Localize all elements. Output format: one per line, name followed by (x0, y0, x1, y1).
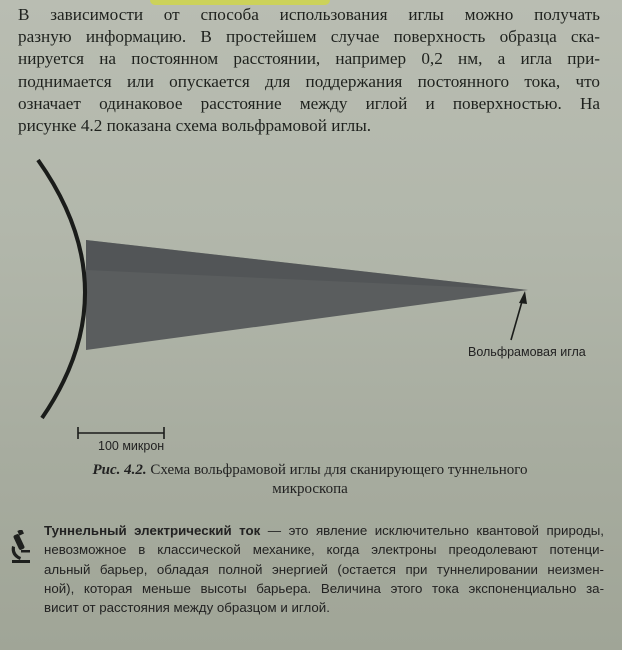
needle-base-curve (38, 160, 85, 418)
paragraph-line: разную информацию. В простейшем случае поверхность образца ска- (18, 27, 600, 47)
definition-line-rest: — это явление исключительно квантовой природы, (260, 523, 604, 538)
definition-term: Туннельный электрический ток (44, 523, 261, 538)
caption-text: Схема вольфрамовой иглы для сканирующего туннельного (150, 462, 528, 478)
definition-line: висит от расстояния между образцом и иглой. (44, 600, 330, 616)
definition-line: альный барьер, обладая полной энергией (остается при туннелировании неизмен- (44, 561, 604, 577)
body-paragraph (18, 4, 600, 137)
paragraph-line: означает одинаковое расстояние между иглой и поверхностью. На (18, 93, 600, 113)
needle-diagram (0, 150, 622, 470)
definition-line: невозможное в классической механике, когда электроны преодолевают потенци- (44, 542, 604, 558)
microscope-icon (4, 530, 36, 564)
scale-label: 100 микрон (98, 439, 165, 453)
definition-line: ной), которая меньше высоты барьера. Величина этого тока экспоненциально за- (44, 580, 604, 596)
definition-line (44, 521, 604, 540)
figure-caption (60, 461, 560, 499)
paragraph-line: поднимается или опускается для поддержания постоянного тока, что (18, 71, 600, 91)
caption-text-continued: микроскопа (272, 481, 348, 497)
tungsten-needle-figure (0, 150, 622, 470)
paragraph-line: рисунке 4.2 показана схема вольфрамовой иглы. (18, 116, 372, 136)
caption-number: Рис. 4.2. (92, 462, 147, 478)
paragraph-line: нируется на постоянном расстоянии, например 0,2 нм, а игла при- (18, 49, 600, 69)
definition-block (44, 521, 604, 617)
needle-label: Вольфрамовая игла (468, 345, 586, 359)
paragraph-line: В зависимости от способа использования иглы можно получать (18, 5, 600, 24)
label-arrow-head (519, 291, 527, 304)
label-arrow-line (511, 298, 523, 340)
